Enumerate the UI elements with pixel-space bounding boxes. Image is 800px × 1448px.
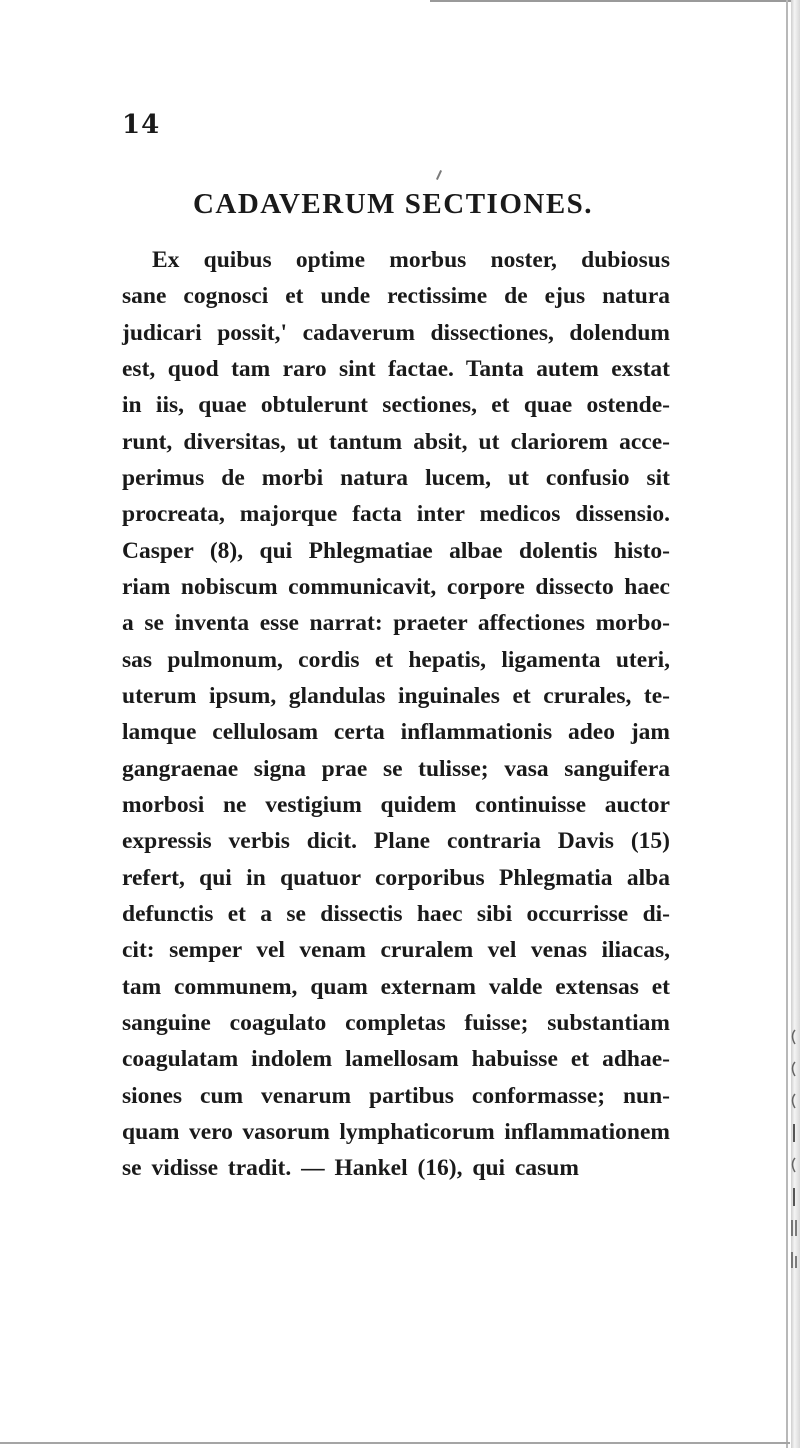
facing-page-edge-marks: [786, 1020, 800, 1292]
text-line: uterum ipsum, glandulas inguinales et crurales, te-: [122, 682, 670, 709]
text-line: gangraenae signa prae se tulisse; vasa sanguifera: [122, 755, 670, 782]
text-line: lamque cellulosam certa inflammationis adeo jam: [122, 719, 670, 746]
section-title: CADAVERUM SECTIONES.: [192, 188, 594, 220]
text-line: sane cognosci et unde rectissime de ejus natura: [122, 283, 670, 310]
text-line: in iis, quae obtulerunt sectiones, et quae ostende-: [122, 392, 670, 419]
text-line: refert, qui in quatuor corporibus Phlegmatia alba: [122, 864, 670, 891]
text-line: cit: semper vel venam cruralem vel venas iliacas,: [122, 937, 670, 964]
text-line: est, quod tam raro sint factae. Tanta autem exstat: [122, 355, 670, 382]
text-line: se vidisse tradit. — Hankel (16), qui casum: [122, 1155, 579, 1182]
text-line: procreata, majorque facta inter medicos dissensio.: [122, 501, 670, 528]
page-number: 14: [122, 110, 161, 140]
text-line: expressis verbis dicit. Plane contraria Davis (15): [122, 828, 670, 855]
page-edge-bottom: [0, 1442, 790, 1444]
text-line: tam communem, quam externam valde extensas et: [122, 973, 670, 1000]
text-line: runt, diversitas, ut tantum absit, ut clariorem acce-: [122, 428, 670, 455]
text-line: riam nobiscum communicavit, corpore dissecto haec: [122, 573, 670, 600]
text-line: defunctis et a se dissectis haec sibi occurrisse di-: [122, 900, 670, 927]
facing-page-fragments: [786, 1020, 800, 1280]
text-line: coagulatam indolem lamellosam habuisse et adhae-: [122, 1046, 670, 1073]
text-line: a se inventa esse narrat: praeter affectiones morbo-: [122, 610, 670, 637]
text-line: siones cum venarum partibus conformasse; nun-: [122, 1082, 670, 1109]
text-line: quam vero vasorum lymphaticorum inflammationem: [122, 1118, 670, 1145]
page-edge-top: [430, 0, 795, 2]
text-line: morbosi ne vestigium quidem continuisse auctor: [122, 791, 670, 818]
text-line: Casper (8), qui Phlegmatiae albae dolentis histo-: [122, 537, 670, 564]
ink-mark: [436, 170, 442, 180]
text-line: sanguine coagulato completas fuisse; substantiam: [122, 1009, 670, 1036]
body-text: [122, 242, 670, 1187]
text-line: perimus de morbi natura lucem, ut confusio sit: [122, 464, 670, 491]
text-line: sas pulmonum, cordis et hepatis, ligamenta uteri,: [122, 646, 670, 673]
text-line: Ex quibus optime morbus noster, dubiosus: [152, 247, 670, 273]
text-line: judicari possit,' cadaverum dissectiones, dolendum: [122, 319, 670, 346]
